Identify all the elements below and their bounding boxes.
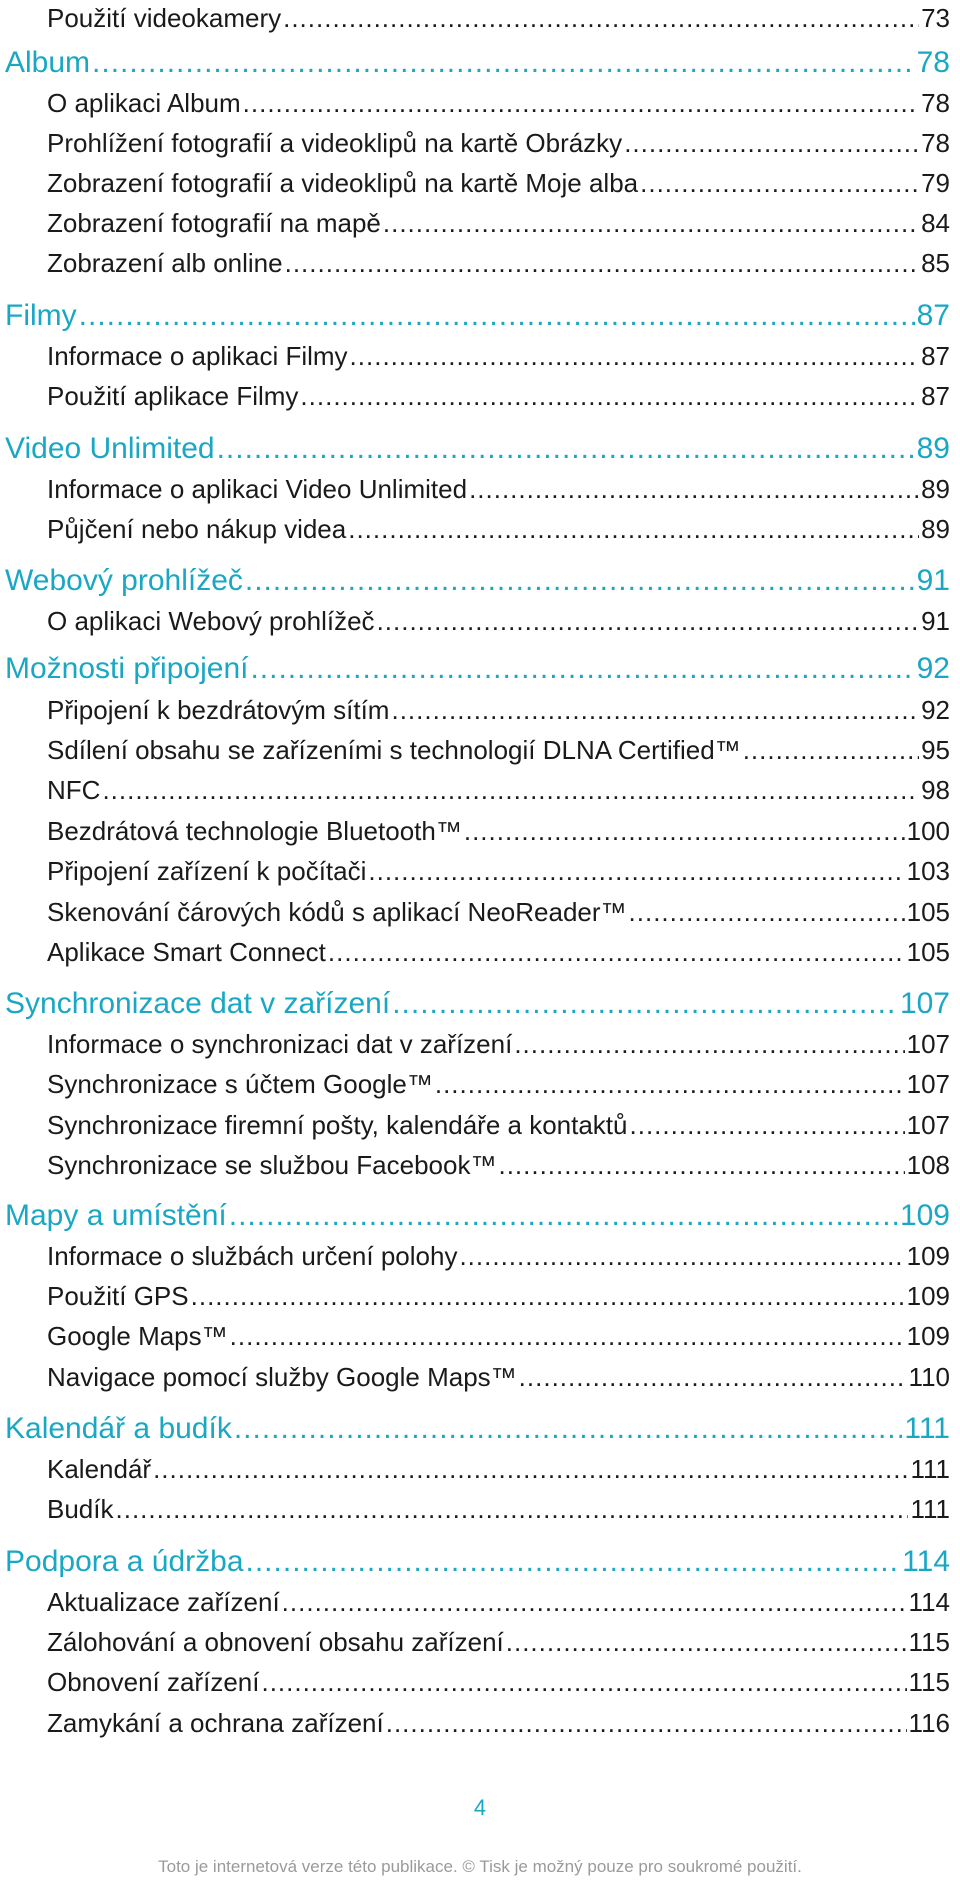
toc-entry-page: 85 [921,248,950,278]
toc-entry-title: Google Maps™ [47,1321,228,1351]
toc-entry-page: 103 [906,856,950,886]
toc-leader-dots [377,603,920,639]
toc-entry[interactable] [47,1278,950,1314]
toc-entry[interactable] [47,853,950,889]
toc-leader-dots [469,471,919,507]
toc-chapter-page: 107 [899,987,950,1020]
toc-entry[interactable] [47,165,950,201]
toc-entry-title: Navigace pomocí služby Google Maps™ [47,1362,517,1392]
toc-entry-page: 107 [906,1069,950,1099]
toc-entry[interactable] [47,338,950,374]
toc-entry[interactable] [47,732,950,768]
toc-entry-page: 87 [921,381,950,411]
toc-entry[interactable] [47,378,950,414]
toc-entry-title: Synchronizace se službou Facebook™ [47,1150,497,1180]
toc-entry-page: 105 [906,937,950,967]
toc-chapter-title: Filmy [5,299,77,332]
toc-chapter-page: 91 [916,564,950,597]
toc-entry[interactable] [47,1451,950,1487]
toc-entry-page: 78 [921,88,950,118]
toc-chapter[interactable] [5,649,950,689]
toc-entry[interactable] [47,1066,950,1102]
toc-entry-page: 116 [908,1708,950,1738]
toc-entry-title: Informace o službách určení polohy [47,1241,458,1271]
toc-leader-dots [230,1318,905,1354]
toc-chapter-page: 109 [899,1199,950,1232]
toc-chapter[interactable] [5,1196,950,1236]
toc-leader-dots [229,1196,898,1236]
toc-entry[interactable] [47,1491,950,1527]
toc-leader-dots [386,1705,907,1741]
toc-entry-page: 87 [921,341,950,371]
toc-entry-title: Kalendář [47,1454,152,1484]
toc-leader-dots [464,813,905,849]
toc-leader-dots [285,245,919,281]
toc-entry-title: Bezdrátová technologie Bluetooth™ [47,816,462,846]
toc-entry[interactable] [47,1318,950,1354]
toc-entry-page: 115 [908,1627,950,1657]
toc-entry-page: 105 [906,897,950,927]
toc-leader-dots [514,1026,904,1062]
toc-entry[interactable] [47,85,950,121]
footer-note: Toto je internetová verze této publikace. © Tisk je možný pouze pro soukromé použití. [158,1857,802,1876]
toc-entry-page: 111 [910,1454,950,1484]
toc-entry-page: 98 [921,775,950,805]
toc-leader-dots [350,338,920,374]
toc-entry-title: Aktualizace zařízení [47,1587,280,1617]
toc-entry-title: Zobrazení alb online [47,248,283,278]
page-number: 4 [473,1795,487,1820]
toc-entry-page: 84 [921,208,950,238]
toc-leader-dots [383,205,919,241]
toc-chapter[interactable] [5,429,950,469]
toc-leader-dots [250,649,914,689]
toc-chapter[interactable] [5,296,950,336]
toc-entry-title: Použití aplikace Filmy [47,381,299,411]
toc-entry-page: 89 [921,474,950,504]
toc-entry-page: 109 [906,1281,950,1311]
toc-leader-dots [435,1066,905,1102]
toc-chapter[interactable] [5,1542,950,1582]
toc-entry-title: Zálohování a obnovení obsahu zařízení [47,1627,504,1657]
toc-leader-dots [79,296,915,336]
toc-entry-title: Použití videokamery [47,3,282,33]
toc-chapter-page: 111 [904,1412,950,1445]
toc-entry-page: 107 [906,1029,950,1059]
toc-leader-dots [348,511,919,547]
toc-entry[interactable] [47,471,950,507]
toc-leader-dots [392,984,898,1024]
toc-entry[interactable] [47,125,950,161]
toc-entry-page: 78 [921,128,950,158]
toc-entry[interactable] [47,1705,950,1741]
toc-leader-dots [283,0,919,36]
toc-chapter-title: Podpora a údržba [5,1545,244,1578]
toc-entry-title: Informace o synchronizaci dat v zařízení [47,1029,513,1059]
toc-entry[interactable] [47,245,950,281]
toc-entry[interactable] [47,1359,950,1395]
toc-chapter-title: Webový prohlížeč [5,564,243,597]
toc-entry-page: 79 [921,168,950,198]
toc-entry-page: 108 [906,1150,950,1180]
toc-entry[interactable] [47,894,950,930]
toc-entry[interactable] [47,1624,950,1660]
toc-entry[interactable] [47,1238,950,1274]
toc-leader-dots [368,853,904,889]
toc-leader-dots [261,1664,906,1700]
toc-entry[interactable] [47,1107,950,1143]
toc-entry-page: 92 [921,695,950,725]
toc-entry-page: 110 [908,1362,950,1392]
toc-leader-dots [328,934,905,970]
toc-entry[interactable] [47,934,950,970]
toc-entry-title: Informace o aplikaci Filmy [47,341,348,371]
toc-leader-dots [519,1359,907,1395]
toc-entry[interactable] [47,692,950,728]
toc-chapter-title: Mapy a umístění [5,1199,227,1232]
toc-entry[interactable] [47,1584,950,1620]
toc-entry-title: Sdílení obsahu se zařízeními s technologií DLNA Certified™ [47,735,741,765]
toc-entry-page: 95 [921,735,950,765]
toc-entry-title: Budík [47,1494,114,1524]
toc-chapter-title: Možnosti připojení [5,652,249,685]
toc-chapter-title: Synchronizace dat v zařízení [5,987,391,1020]
toc-entry-page: 89 [921,514,950,544]
toc-leader-dots [459,1238,904,1274]
toc-entry-title: Připojení k bezdrátovým sítím [47,695,390,725]
toc-entry-title: Informace o aplikaci Video Unlimited [47,474,468,504]
toc-entry[interactable] [47,205,950,241]
toc-entry[interactable] [47,603,950,639]
toc-leader-dots [243,85,919,121]
toc-entry-title: NFC [47,775,101,805]
toc-entry[interactable] [47,511,950,547]
toc-leader-dots [391,692,919,728]
toc-entry-title: O aplikaci Webový prohlížeč [47,606,375,636]
toc-entry-title: Půjčení nebo nákup videa [47,514,347,544]
toc-leader-dots [102,772,919,808]
toc-chapter[interactable] [5,561,950,601]
toc-entry-title: Připojení zařízení k počítači [47,856,367,886]
toc-entry[interactable] [47,1147,950,1183]
toc-leader-dots [234,1409,903,1449]
toc-entry-title: Zobrazení fotografií a videoklipů na kartě Moje alba [47,168,639,198]
toc-entry-title: Obnovení zařízení [47,1667,260,1697]
toc-leader-dots [116,1491,909,1527]
toc-entry-page: 109 [906,1321,950,1351]
toc-entry-title: Prohlížení fotografií a videoklipů na kartě Obrázky [47,128,623,158]
toc-entry-page: 107 [906,1110,950,1140]
toc-chapter-title: Kalendář a budík [5,1412,232,1445]
toc-entry-page: 115 [908,1667,950,1697]
toc-entry-title: Synchronizace firemní pošty, kalendáře a kontaktů [47,1110,628,1140]
toc-chapter[interactable] [5,43,950,83]
toc-entry[interactable] [47,1664,950,1700]
toc-leader-dots [630,1107,905,1143]
toc-entry-page: 73 [921,3,950,33]
toc-chapter-page: 114 [902,1545,950,1578]
toc-entry[interactable] [47,772,950,808]
toc-entry-title: Zamykání a ochrana zařízení [47,1708,384,1738]
toc-leader-dots [498,1147,904,1183]
toc-entry[interactable] [47,1026,950,1062]
toc-leader-dots [92,43,915,83]
toc-leader-dots [640,165,919,201]
toc-entry-title: Použití GPS [47,1281,189,1311]
toc-leader-dots [153,1451,908,1487]
toc-leader-dots [282,1584,907,1620]
toc-entry-title: Synchronizace s účtem Google™ [47,1069,433,1099]
toc-leader-dots [245,561,915,601]
toc-entry-title: Zobrazení fotografií na mapě [47,208,381,238]
toc-chapter[interactable] [5,1409,950,1449]
toc-leader-dots [191,1278,905,1314]
toc-leader-dots [246,1542,901,1582]
toc-entry-page: 91 [921,606,950,636]
toc-leader-dots [506,1624,907,1660]
toc-leader-dots [624,125,919,161]
toc-chapter-page: 78 [916,46,950,79]
toc-chapter-page: 87 [916,299,950,332]
toc-leader-dots [217,429,915,469]
toc-entry[interactable] [47,0,950,36]
toc-leader-dots [743,732,919,768]
toc-chapter-page: 89 [916,432,950,465]
toc-chapter-page: 92 [916,652,950,685]
toc-chapter-title: Video Unlimited [5,432,215,465]
toc-entry-page: 114 [908,1587,950,1617]
toc-entry-title: O aplikaci Album [47,88,241,118]
toc-entry-page: 109 [906,1241,950,1271]
toc-leader-dots [300,378,919,414]
toc-leader-dots [629,894,905,930]
toc-chapter-title: Album [5,46,91,79]
toc-entry-title: Skenování čárových kódů s aplikací NeoReader™ [47,897,627,927]
toc-entry-page: 111 [910,1494,950,1524]
toc-entry[interactable] [47,813,950,849]
toc-entry-title: Aplikace Smart Connect [47,937,326,967]
toc-chapter[interactable] [5,984,950,1024]
toc-entry-page: 100 [906,816,950,846]
